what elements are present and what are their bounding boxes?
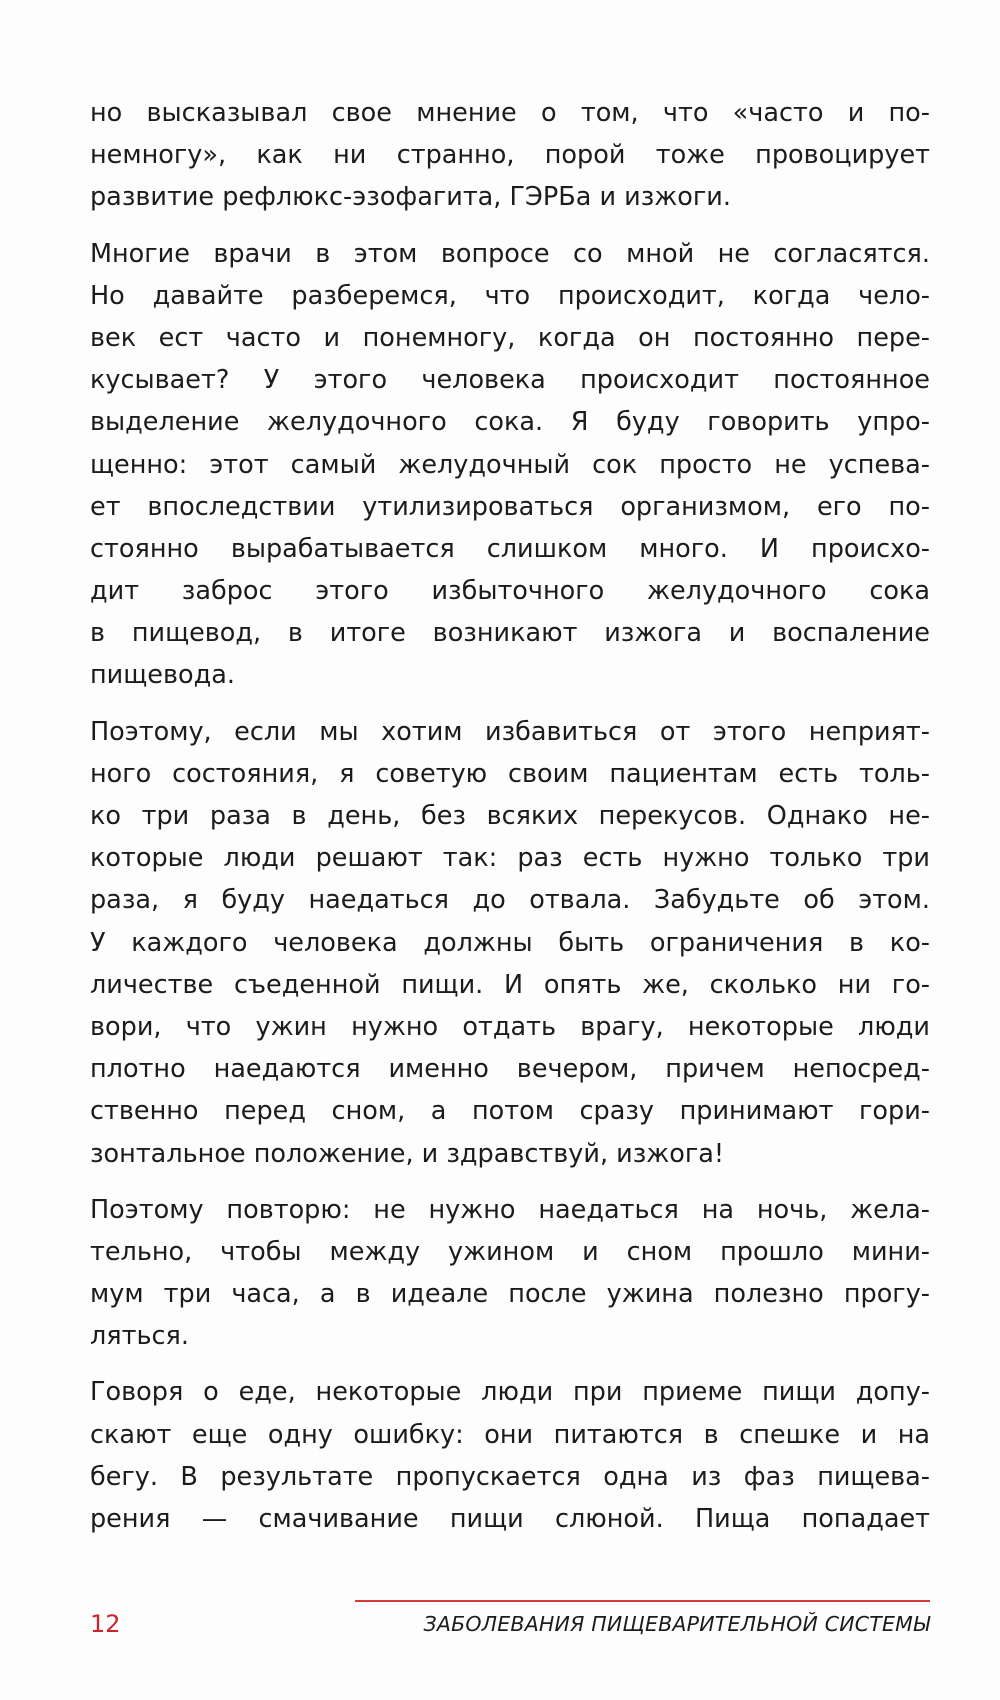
text-line: но высказывал свое мнение о том, что «часто и по-: [90, 98, 930, 128]
text-line: зонтальное положение, и здравствуй, изжога!: [90, 1138, 725, 1169]
text-line: раза, я буду наедаться до отвала. Забудьте об этом.: [90, 885, 930, 916]
body-text: [90, 92, 930, 1554]
text-line: щенно: этот самый желудочный сок просто не успева-: [90, 449, 930, 480]
text-line: развитие рефлюкс-эзофагита, ГЭРБа и изжоги.: [90, 182, 731, 213]
text-line: бегу. В результате пропускается одна из фаз пищева-: [90, 1461, 930, 1492]
text-line: в пищевод, в итоге возникают изжога и воспаление: [90, 618, 930, 649]
text-line: плотно наедаются именно вечером, причем непосред-: [90, 1054, 930, 1085]
text-line: кусывает? У этого человека происходит постоянное: [90, 365, 930, 396]
text-line: дит заброс этого избыточного желудочного сока: [90, 576, 930, 607]
paragraph-1: [90, 92, 930, 219]
text-line: стоянно вырабатывается слишком много. И происхо-: [90, 533, 930, 564]
text-line: рения — смачивание пищи слюной. Пища попадает: [90, 1504, 930, 1534]
text-line: ет впоследствии утилизироваться организмом, его по-: [90, 491, 930, 522]
text-line: которые люди решают так: раз есть нужно только три: [90, 843, 930, 874]
text-line: Говоря о еде, некоторые люди при приеме пищи допу-: [90, 1377, 930, 1408]
running-head: ЗАБОЛЕВАНИЯ ПИЩЕВАРИТЕЛЬНОЙ СИСТЕМЫ: [423, 1612, 930, 1636]
paragraph-3: [90, 711, 930, 1175]
text-line: мум три часа, а в идеале после ужина полезно прогу-: [90, 1279, 930, 1310]
text-line: тельно, чтобы между ужином и сном прошло мини-: [90, 1236, 930, 1267]
text-line: Многие врачи в этом вопросе со мной не согласятся.: [90, 238, 930, 269]
text-line: личестве съеденной пищи. И опять же, сколько ни го-: [90, 969, 930, 1000]
text-line: ко три раза в день, без всяких перекусов. Однако не-: [90, 801, 930, 831]
text-line: У каждого человека должны быть ограничения в ко-: [90, 927, 930, 958]
paragraph-2: [90, 233, 930, 697]
paragraph-4: [90, 1189, 930, 1358]
text-line: выделение желудочного сока. Я буду говорить упро-: [90, 407, 930, 438]
text-line: Но давайте разберемся, что происходит, когда чело-: [90, 280, 930, 311]
text-line: вори, что ужин нужно отдать врагу, некоторые люди: [90, 1011, 930, 1042]
text-line: век ест часто и понемногу, когда он постоянно пере-: [90, 322, 930, 353]
text-line: Поэтому, если мы хотим избавиться от этого неприят-: [90, 716, 930, 747]
text-line: ного состояния, я советую своим пациентам есть толь-: [90, 758, 930, 789]
text-line: ственно перед сном, а потом сразу принимают гори-: [90, 1096, 930, 1127]
paragraph-5: [90, 1371, 930, 1540]
footer-divider: [355, 1600, 930, 1602]
text-line: скают еще одну ошибку: они питаются в спешке и на: [90, 1419, 930, 1450]
text-line: пищевода.: [90, 660, 235, 691]
page-number: 12: [90, 1610, 121, 1638]
text-line: ляться.: [90, 1321, 189, 1352]
page-footer: [90, 1600, 930, 1650]
text-line: немногу», как ни странно, порой тоже провоцирует: [90, 140, 930, 171]
text-line: Поэтому повторю: не нужно наедаться на ночь, жела-: [90, 1194, 930, 1225]
